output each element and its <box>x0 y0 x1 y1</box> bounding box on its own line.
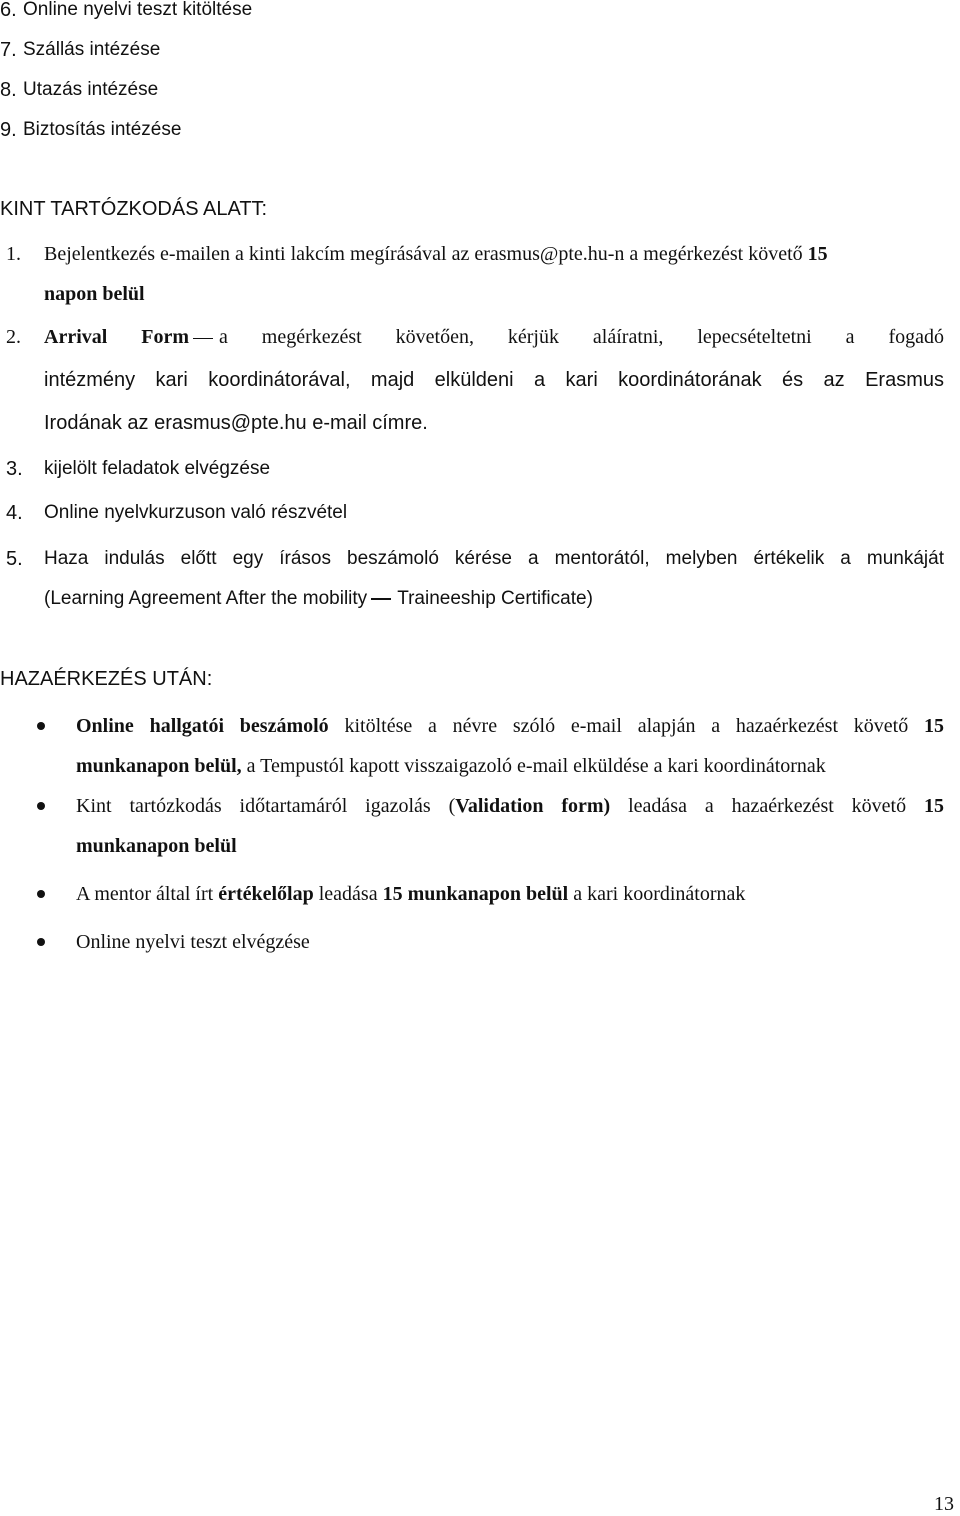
item-bold: munkanapon belül, <box>76 755 242 777</box>
item-text: A mentor által írt <box>76 883 219 905</box>
item-text: (Learning Agreement After the mobility <box>44 588 368 609</box>
item-text: Bejelentkezés e-mailen a kinti lakcím megírásával az erasmus@pte.hu-n a megérkezést követő <box>44 243 803 265</box>
bullet-item-line <box>76 714 944 738</box>
item-text: Traineeship Certificate) <box>397 588 593 609</box>
bullet-icon <box>37 938 45 946</box>
list-number: 8. <box>0 79 17 101</box>
item-bold: napon belül <box>44 283 145 305</box>
section-heading-during-stay: KINT TARTÓZKODÁS ALATT: <box>0 198 268 220</box>
list-number: 6. <box>0 0 17 21</box>
list-item: Utazás intézése <box>23 79 159 100</box>
bullet-item-line <box>76 834 237 858</box>
item-text: kitöltése a névre szóló e-mail alapján a hazaérkezést követő <box>328 715 924 737</box>
item-bold: 15 <box>807 243 828 265</box>
list-number: 4. <box>6 502 23 524</box>
list-item: Online nyelvkurzuson való részvétel <box>44 502 348 523</box>
item-text: a Tempustól kapott visszaigazoló e-mail elküldése a kari koordinátornak <box>241 755 826 777</box>
list-item-line <box>44 325 944 349</box>
item-text: Online nyelvi teszt elvégzése <box>76 931 310 953</box>
item-bold: Online hallgatói beszámoló <box>76 715 329 737</box>
item-bold: 15 munkanapon belül <box>382 883 569 905</box>
item-text: leadása a hazaérkezést követő <box>610 795 925 817</box>
list-number: 3. <box>6 458 23 480</box>
item-bold: 15 <box>924 795 945 817</box>
item-text: a kari koordinátornak <box>568 883 746 905</box>
list-number: 9. <box>0 119 17 141</box>
list-number: 7. <box>0 39 17 61</box>
bullet-icon <box>37 722 45 730</box>
list-number: 5. <box>6 548 23 570</box>
bullet-item-line <box>76 794 944 818</box>
list-item-line: intézmény kari koordinátorával, majd elküldeni a kari koordinátorának és az Erasmus <box>44 369 944 391</box>
item-bold: Arrival Form <box>44 326 189 348</box>
item-text: Kint tartózkodás időtartamáról igazolás ( <box>76 795 456 817</box>
list-item: Online nyelvi teszt kitöltése <box>23 0 253 20</box>
bullet-item-line <box>76 754 826 778</box>
list-item-line <box>44 242 828 266</box>
list-item-line: Haza indulás előtt egy írásos beszámoló kérése a mentorától, melyben értékelik a munkáját <box>44 548 944 569</box>
list-item: Biztosítás intézése <box>23 119 182 140</box>
list-item: Szállás intézése <box>23 39 161 60</box>
list-item: kijelölt feladatok elvégzése <box>44 458 271 479</box>
list-item-line <box>44 587 593 611</box>
item-text: a megérkezést követően, kérjük aláíratni, lepecsételtetni a fogadó <box>219 326 944 348</box>
bullet-item-line <box>76 882 745 906</box>
list-number: 2. <box>6 326 21 348</box>
dash-icon <box>371 598 391 600</box>
page-number: 13 <box>934 1493 954 1515</box>
list-item-line: Irodának az erasmus@pte.hu e-mail címre. <box>44 412 428 434</box>
dash-icon <box>193 338 213 340</box>
item-bold: munkanapon belül <box>76 835 237 857</box>
item-bold: 15 <box>924 715 944 737</box>
bullet-item-line <box>76 930 310 954</box>
item-bold: értékelőlap <box>218 883 314 905</box>
list-number: 1. <box>6 243 21 265</box>
item-text: leadása <box>313 883 383 905</box>
bullet-icon <box>37 890 45 898</box>
list-item-line <box>44 282 145 306</box>
section-heading-after-return: HAZAÉRKEZÉS UTÁN: <box>0 668 213 690</box>
bullet-icon <box>37 802 45 810</box>
item-bold: Validation form) <box>455 795 611 817</box>
